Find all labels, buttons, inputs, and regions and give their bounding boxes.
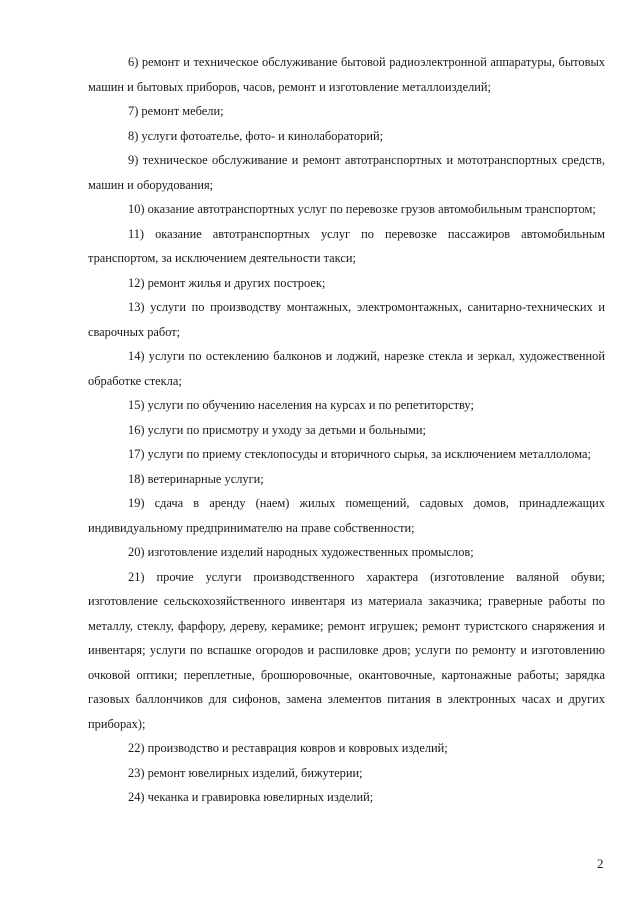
list-item-15: 15) услуги по обучению населения на курсах и по репетиторству; xyxy=(128,398,474,412)
list-item-22: 22) производство и реставрация ковров и ковровых изделий; xyxy=(128,741,448,755)
list-item-12: 12) ремонт жилья и других построек; xyxy=(128,275,326,290)
list-item-20: 20) изготовление изделий народных художественных промыслов; xyxy=(128,545,474,559)
list-item-24: 24) чеканка и гравировка ювелирных изделий; xyxy=(128,790,374,804)
list-item-18: 18) ветеринарные услуги; xyxy=(128,471,264,486)
list-item-13: 13) услуги по производству монтажных, электромонтажных, санитарно-технических и сварочных работ; xyxy=(88,300,605,339)
list-item-19: 19) сдача в аренду (наем) жилых помещений, садовых домов, принадлежащих индивидуальному предпринимателю на праве собственности; xyxy=(88,496,605,535)
list-item-10: 10) оказание автотранспортных услуг по перевозке грузов автомобильным транспортом; xyxy=(128,202,596,216)
list-item-6: 6) ремонт и техническое обслуживание бытовой радиоэлектронной аппаратуры, бытовых машин и бытовых приборов, часов, ремонт и изготовление металлоизделий; xyxy=(88,55,605,94)
page-number: 2 xyxy=(597,856,604,871)
list-item-9: 9) техническое обслуживание и ремонт автотранспортных и мототранспортных средств, машин и оборудования; xyxy=(88,153,605,192)
document-body xyxy=(88,50,605,810)
list-item-8: 8) услуги фотоателье, фото- и кинолабораторий; xyxy=(128,128,384,143)
list-item-16: 16) услуги по присмотру и уходу за детьми и больными; xyxy=(128,422,426,437)
list-item-21: 21) прочие услуги производственного характера (изготовление валяной обуви; изготовление сельскохозяйственного инвентаря из материала заказчика; граверные работы по металлу, стеклу, фарфору, дереву, керамике; ремонт игрушек; ремонт туристского снаряжения и инвентаря; услуги по вспашке огородов и распиловке дров; услуги по ремонту и изготовлению очковой оптики; переплетные, брошюровочные, окантовочные, картонажные работы; зарядка газовых баллончиков для сифонов, замена элементов питания в электронных часах и других приборах); xyxy=(88,569,605,731)
list-item-7: 7) ремонт мебели; xyxy=(128,104,224,118)
list-item-17: 17) услуги по приему стеклопосуды и вторичного сырья, за исключением металлолома; xyxy=(128,447,591,461)
list-item-11: 11) оказание автотранспортных услуг по перевозке пассажиров автомобильным транспортом, за исключением деятельности такси; xyxy=(88,226,605,265)
list-item-14: 14) услуги по остеклению балконов и лоджий, нарезке стекла и зеркал, художественной обработке стекла; xyxy=(88,349,605,388)
list-item-23: 23) ремонт ювелирных изделий, бижутерии; xyxy=(128,765,363,780)
